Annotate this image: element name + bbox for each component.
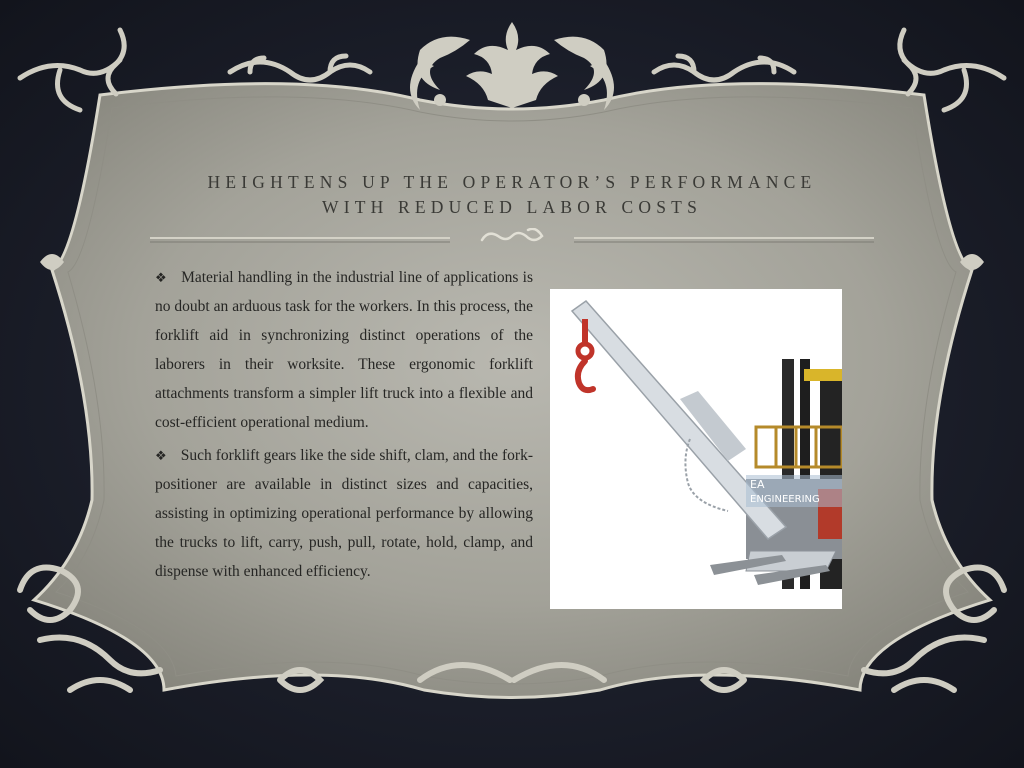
title-line-1: HEIGHTENS UP THE OPERATOR’S PERFORMANCE <box>207 172 817 192</box>
forklift-jib-photo <box>550 289 842 609</box>
diamond-bullet-icon: ❖ <box>155 270 168 285</box>
divider-swirl-icon <box>482 229 542 240</box>
forklift-illustration <box>550 289 842 609</box>
bullet-text: Material handling in the industrial line of applications is no doubt an arduous task for the workers. In this process, the forklift aid in synchronizing distinct operations of the laborers in their worksite. These ergonomic forklift attachments transform a simpler lift truck into a flexible and cost-efficient operational medium. <box>155 269 533 431</box>
bullet-text: Such forklift gears like the side shift, clam, and the fork-positioner are available in distinct sizes and capacities, assisting in optimizing operational performance by allowing the trucks to lift, carry, push, pull, rotate, hold, clamp, and dispense with enhanced efficiency. <box>155 447 534 580</box>
diamond-bullet-icon: ❖ <box>155 448 167 463</box>
title-line-2: WITH REDUCED LABOR COSTS <box>321 197 702 217</box>
top-center-flourish <box>410 22 614 110</box>
title-divider <box>150 228 874 252</box>
logo-line-1: EA <box>750 478 765 491</box>
bullet-paragraph <box>155 263 533 437</box>
slide-title <box>140 170 884 220</box>
logo-line-2: ENGINEERING <box>750 494 820 505</box>
bullet-paragraph <box>155 441 533 586</box>
slide-body <box>155 263 533 590</box>
